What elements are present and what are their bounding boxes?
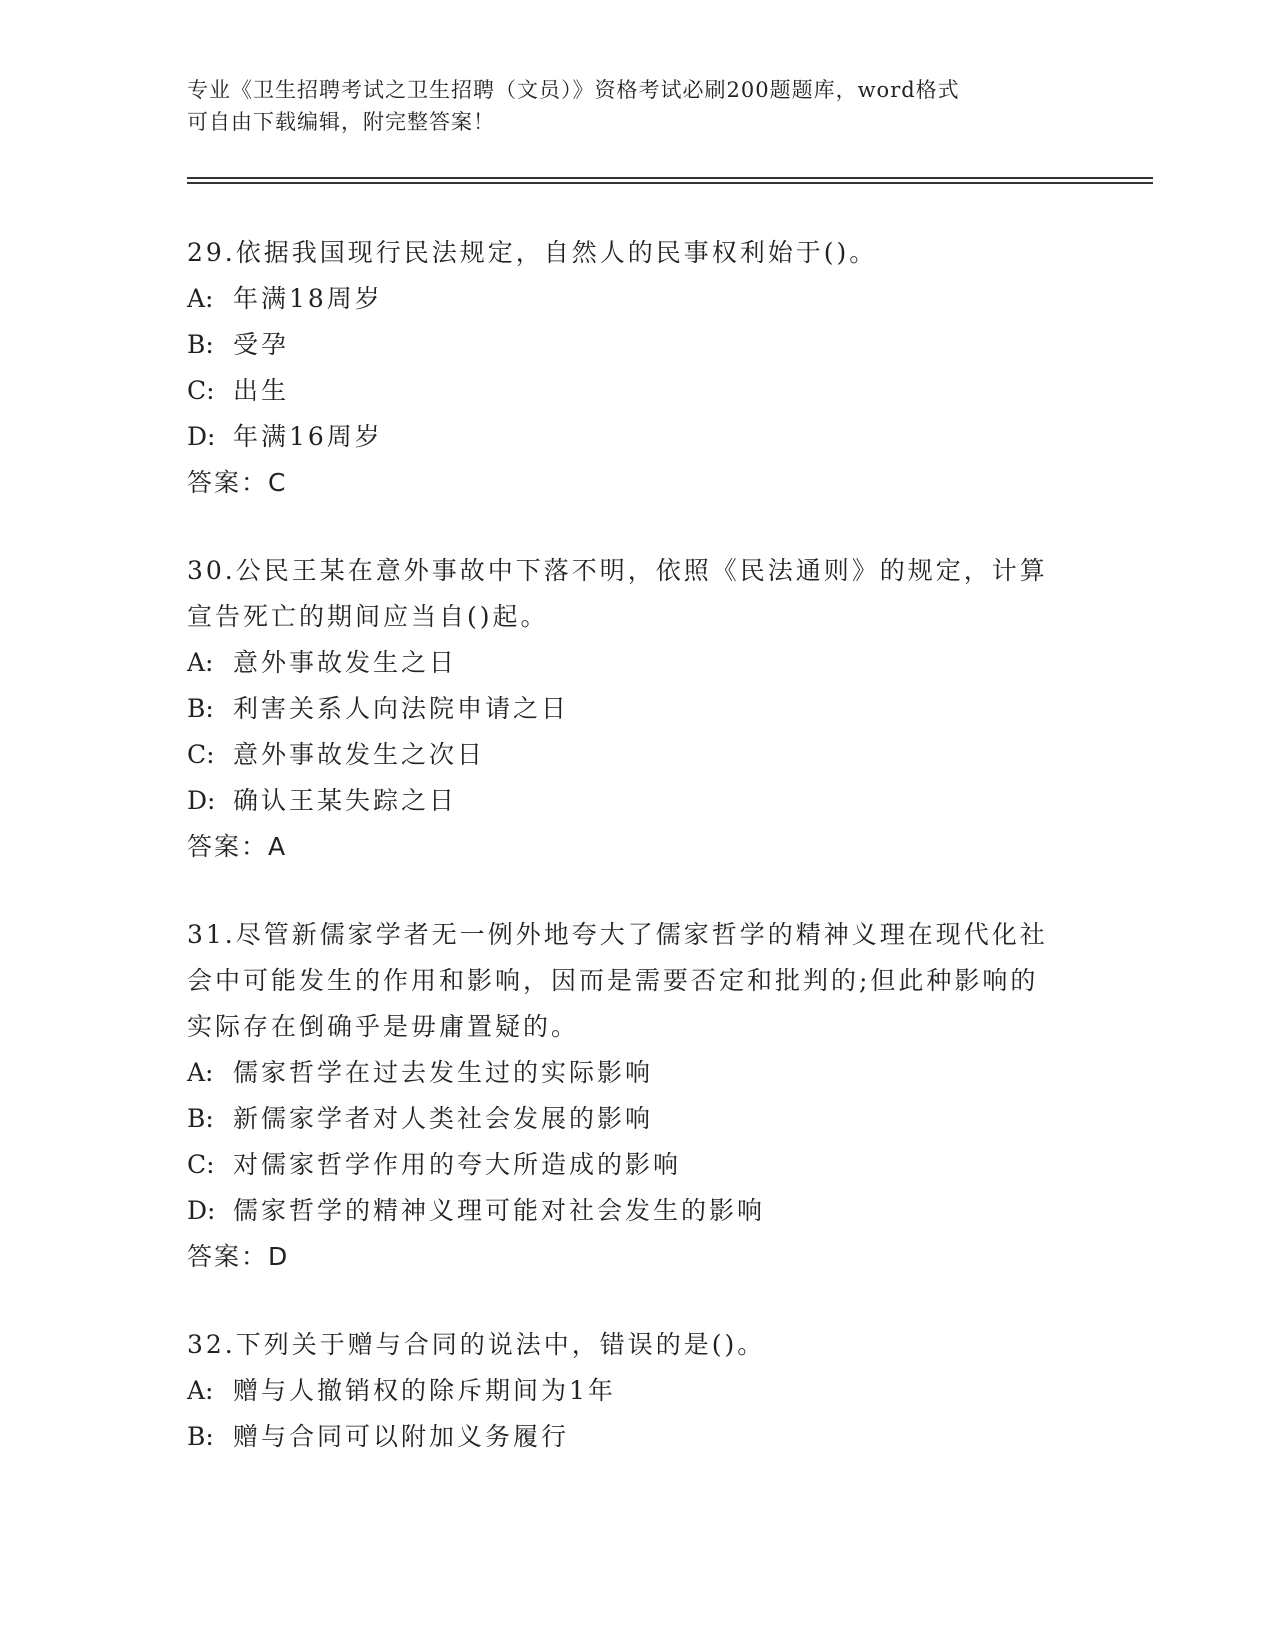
option-d — [187, 414, 1087, 460]
option-letter: B: — [187, 1104, 214, 1133]
option-a — [187, 640, 1087, 686]
question-stem-line: 32.下列关于赠与合同的说法中，错误的是()。 — [187, 1330, 766, 1359]
option-letter: D: — [187, 1196, 216, 1225]
header-line-1: 专业《卫生招聘考试之卫生招聘（文员）》资格考试必刷200题题库，word格式 — [187, 78, 960, 102]
option-letter: D: — [187, 786, 216, 815]
option-text: 赠与合同可以附加义务履行 — [233, 1422, 570, 1451]
question-stem-line: 宣告死亡的期间应当自()起。 — [187, 602, 549, 631]
option-d — [187, 1188, 1087, 1234]
question-stem-line: 实际存在倒确乎是毋庸置疑的。 — [187, 1012, 580, 1041]
option-text: 受孕 — [233, 330, 290, 359]
option-text: 年满16周岁 — [233, 422, 383, 451]
option-text: 儒家哲学的精神义理可能对社会发生的影响 — [233, 1196, 766, 1225]
option-text: 利害关系人向法院申请之日 — [233, 694, 570, 723]
option-letter: B: — [187, 330, 214, 359]
option-d — [187, 778, 1087, 824]
option-text: 赠与人撤销权的除斥期间为1年 — [233, 1376, 616, 1405]
option-letter: D: — [187, 422, 216, 451]
option-text: 年满18周岁 — [233, 284, 383, 313]
answer-line: 答案：A — [187, 832, 288, 861]
option-c — [187, 732, 1087, 778]
option-a — [187, 1368, 1087, 1414]
question-32 — [187, 1322, 1087, 1460]
option-text: 出生 — [233, 376, 290, 405]
option-letter: C: — [187, 1150, 215, 1179]
option-b — [187, 1096, 1087, 1142]
option-c — [187, 1142, 1087, 1188]
option-letter: B: — [187, 1422, 214, 1451]
question-stem-line: 31.尽管新儒家学者无一例外地夸大了儒家哲学的精神义理在现代化社 — [187, 920, 1048, 949]
option-b — [187, 1414, 1087, 1460]
option-b — [187, 322, 1087, 368]
header-line-2: 可自由下载编辑，附完整答案！ — [187, 110, 495, 134]
option-b — [187, 686, 1087, 732]
option-text: 新儒家学者对人类社会发展的影响 — [233, 1104, 654, 1133]
option-letter: C: — [187, 376, 215, 405]
question-29 — [187, 230, 1087, 506]
option-letter: A: — [187, 1376, 214, 1405]
option-letter: C: — [187, 740, 215, 769]
question-list — [187, 230, 1087, 1502]
option-letter: A: — [187, 1058, 214, 1087]
question-30 — [187, 548, 1087, 870]
option-a — [187, 1050, 1087, 1096]
option-letter: A: — [187, 284, 214, 313]
question-stem-line: 会中可能发生的作用和影响，因而是需要否定和批判的;但此种影响的 — [187, 966, 1039, 995]
answer-line: 答案：C — [187, 468, 288, 497]
option-text: 意外事故发生之日 — [233, 648, 458, 677]
option-text: 意外事故发生之次日 — [233, 740, 486, 769]
option-a — [187, 276, 1087, 322]
option-c — [187, 368, 1087, 414]
option-letter: A: — [187, 648, 214, 677]
question-stem-line: 29.依据我国现行民法规定，自然人的民事权利始于()。 — [187, 238, 878, 267]
question-stem-line: 30.公民王某在意外事故中下落不明，依照《民法通则》的规定，计算 — [187, 556, 1048, 585]
header-divider-bottom — [187, 182, 1153, 184]
option-text: 儒家哲学在过去发生过的实际影响 — [233, 1058, 654, 1087]
option-text: 对儒家哲学作用的夸大所造成的影响 — [233, 1150, 682, 1179]
header-divider-top — [187, 177, 1153, 179]
document-header — [187, 74, 1067, 138]
option-letter: B: — [187, 694, 214, 723]
answer-line: 答案：D — [187, 1242, 290, 1271]
option-text: 确认王某失踪之日 — [233, 786, 458, 815]
question-31 — [187, 912, 1087, 1280]
